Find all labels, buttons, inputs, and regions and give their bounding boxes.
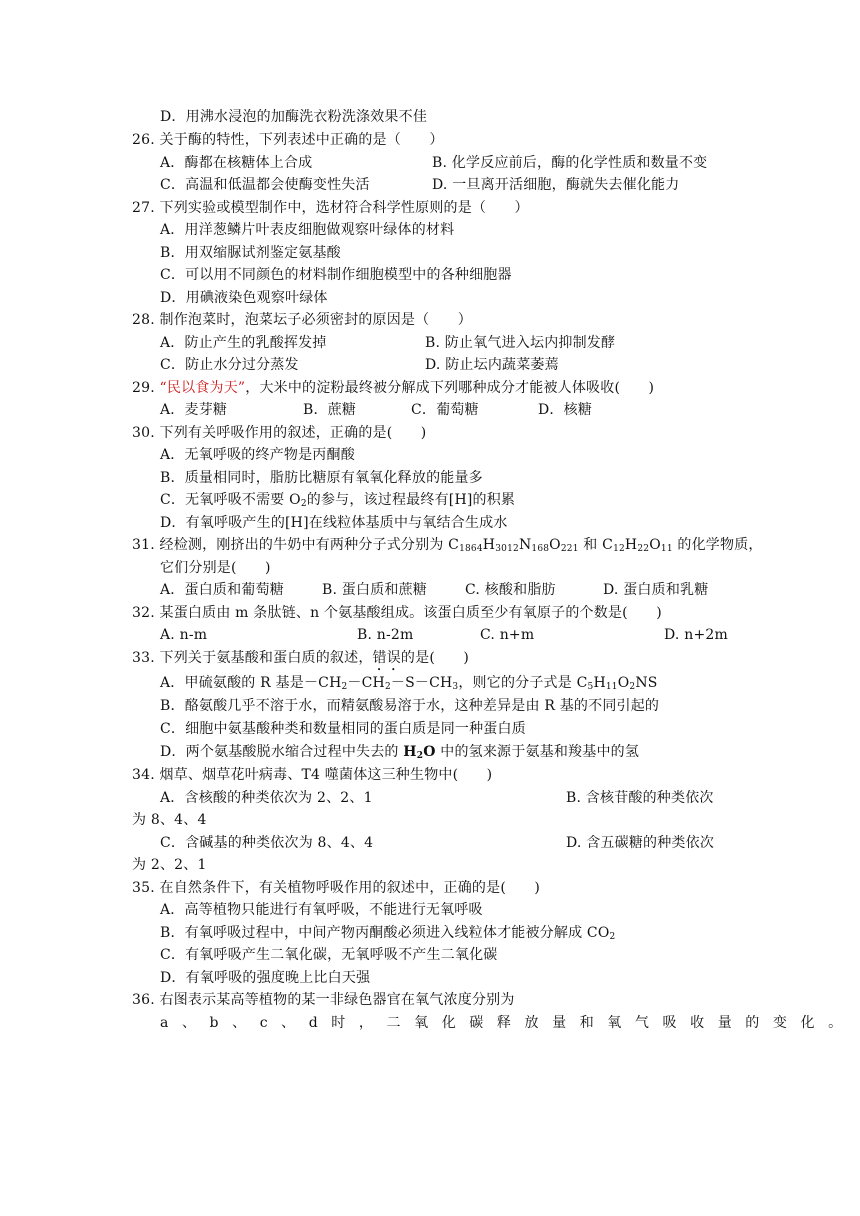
- q33-option-c: C．细胞中氨基酸种类和数量相同的蛋白质是同一种蛋白质: [160, 721, 526, 737]
- q26-option-c: C．高温和低温都会使酶变性失活: [160, 177, 370, 193]
- q29-stem: [132, 378, 654, 398]
- q28-stem: 28. 制作泡菜时，泡菜坛子必须密封的原因是（ ）: [132, 312, 472, 328]
- q26-option-d: D. 一旦离开活细胞，酶就失去催化能力: [432, 177, 680, 193]
- q29-stem-text: ，大米中的淀粉最终被分解成下列哪种成分才能被人体吸收( ): [245, 380, 655, 396]
- q34-option-b-wrap: 为 8、4、4: [132, 812, 207, 828]
- q30-option-d: D．有氧呼吸产生的[H]在线粒体基质中与氧结合生成水: [160, 515, 508, 531]
- q28-option-c: C．防止水分过分蒸发: [160, 357, 299, 373]
- q31-option-d: D. 蛋白质和乳糖: [603, 582, 709, 598]
- q30-option-c: C．无氧呼吸不需要 $O_2$的参与，该过程最终有[H]的积累: [160, 492, 516, 509]
- q29-number: 29.: [132, 380, 155, 396]
- q33-stem: 33. 下列关于氨基酸和蛋白质的叙述，错误的是( ): [132, 650, 470, 666]
- q33-option-a: A．甲硫氨酸的 R 基是$-CH_2-CH_2-S-CH_3$，则它的分子式是 $C_5H_{11}O_2NS$: [160, 675, 658, 692]
- q34-option-c: C．含碱基的种类依次为 8、4、4: [160, 835, 374, 851]
- q34-option-b: B. 含核苷酸的种类依次: [566, 790, 714, 806]
- q27-stem: 27. 下列实验或模型制作中，选材符合科学性原则的是（ ）: [132, 200, 529, 216]
- q31-option-a: A．蛋白质和葡萄糖: [160, 582, 284, 598]
- q29-quote: “民以食为天”: [159, 380, 246, 396]
- q35-option-d: D．有氧呼吸的强度晚上比白天强: [160, 970, 371, 986]
- q31-stem: 31. 经检测，刚挤出的牛奶中有两种分子式分别为 $C_{1864}H_{3012}N_{168}O_{221}$ 和 $C_{12}H_{22}O_{11}$ 的化学物质，: [132, 537, 763, 554]
- q35-option-c: C．有氧呼吸产生二氧化碳，无氧呼吸不产生二氧化碳: [160, 947, 498, 963]
- q31-stem-line2: 它们分别是( ): [160, 560, 271, 576]
- q34-stem: 34. 烟草、烟草花叶病毒、T4 噬菌体这三种生物中( ): [132, 767, 493, 783]
- q34-option-a: A．含核酸的种类依次为 2、2、1: [160, 790, 373, 806]
- q32-option-b: B. n-2m: [357, 627, 414, 643]
- q25-option-d: D．用沸水浸泡的加酶洗衣粉洗涤效果不佳: [160, 109, 428, 125]
- q27-option-b: B．用双缩脲试剂鉴定氨基酸: [160, 245, 341, 261]
- q27-option-a: A．用洋葱鳞片叶表皮细胞做观察叶绿体的材料: [160, 222, 455, 238]
- q30-option-a: A．无氧呼吸的终产物是丙酮酸: [160, 447, 355, 463]
- q29-option-b: B．蔗糖: [303, 402, 357, 418]
- q32-option-d: D. n+2m: [664, 627, 728, 643]
- q29-option-d: D．核糖: [538, 402, 593, 418]
- q35-stem: 35. 在自然条件下，有关植物呼吸作用的叙述中，正确的是( ): [132, 880, 541, 896]
- q32-stem: 32. 某蛋白质由 m 条肽链、n 个氨基酸组成。该蛋白质至少有氧原子的个数是( ): [132, 605, 662, 621]
- q31-option-c: C. 核酸和脂肪: [465, 582, 556, 598]
- q33-option-d: D．两个氨基酸脱水缩合过程中失去的 $H_2O$ 中的氢来源于氨基和羧基中的氢: [160, 744, 640, 761]
- q28-option-d: D. 防止坛内蔬菜萎蔫: [425, 357, 559, 373]
- q30-option-b: B．质量相同时，脂肪比糖原有氧氧化释放的能量多: [160, 470, 483, 486]
- q26-option-a: A．酶都在核糖体上合成: [160, 155, 313, 171]
- q36-stem: 36. 右图表示某高等植物的某一非绿色器官在氧气浓度分别为: [132, 992, 515, 1008]
- q34-option-d-wrap: 为 2、2、1: [132, 857, 207, 873]
- q26-stem: 26. 关于酶的特性，下列表述中正确的是（ ）: [132, 132, 444, 148]
- q28-option-b: B. 防止氧气进入坛内抑制发酵: [425, 335, 616, 351]
- q32-option-a: A. n-m: [160, 627, 208, 643]
- q35-option-a: A．高等植物只能进行有氧呼吸，不能进行无氧呼吸: [160, 902, 483, 918]
- q28-option-a: A．防止产生的乳酸挥发掉: [160, 335, 327, 351]
- q36-stem-line2: a、b、c、d时，二氧化碳释放量和氧气吸收量的变化。: [160, 1015, 856, 1031]
- q27-option-d: D．用碘液染色观察叶绿体: [160, 290, 328, 306]
- q29-option-a: A．麦芽糖: [160, 402, 228, 418]
- q32-option-c: C. n+m: [480, 627, 535, 643]
- q30-stem: 30. 下列有关呼吸作用的叙述，正确的是( ): [132, 425, 427, 441]
- q31-option-b: B. 蛋白质和蔗糖: [322, 582, 427, 598]
- q33-emphasis: 错误: [372, 650, 401, 666]
- q35-option-b: B．有氧呼吸过程中，中间产物丙酮酸必须进入线粒体才能被分解成 $CO_2$: [160, 925, 616, 942]
- q27-option-c: C．可以用不同颜色的材料制作细胞模型中的各种细胞器: [160, 267, 512, 283]
- q26-option-b: B. 化学反应前后，酶的化学性质和数量不变: [432, 155, 708, 171]
- q34-option-d: D. 含五碳糖的种类依次: [566, 835, 715, 851]
- q33-option-b: B．酪氨酸几乎不溶于水，而精氨酸易溶于水，这种差异是由 R 基的不同引起的: [160, 698, 660, 714]
- q29-option-c: C．葡萄糖: [411, 402, 479, 418]
